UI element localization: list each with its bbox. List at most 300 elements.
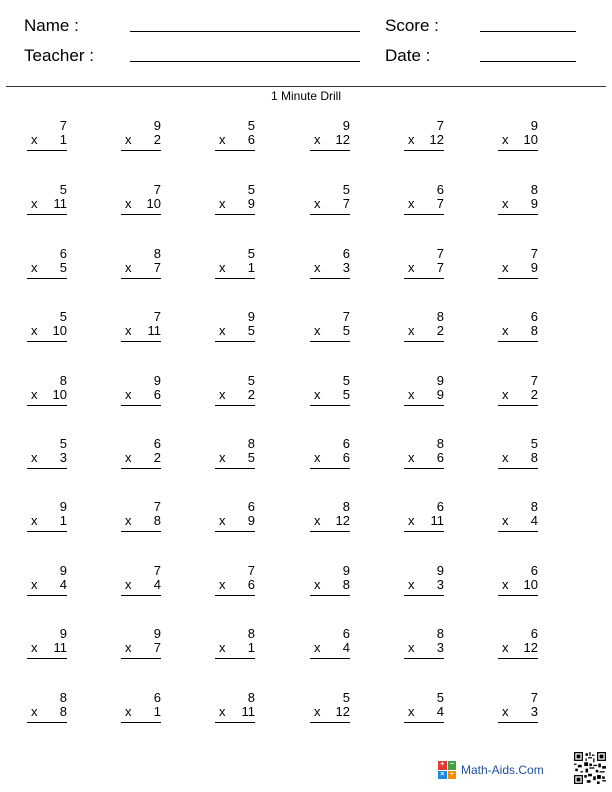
multiplicand: 8	[247, 436, 255, 451]
answer-line[interactable]	[27, 405, 67, 406]
multiplier: 6	[342, 450, 350, 465]
multiplicand: 9	[153, 118, 161, 133]
times-sign: x	[408, 577, 415, 592]
times-sign: x	[219, 640, 226, 655]
answer-line[interactable]	[27, 150, 67, 151]
times-sign: x	[502, 640, 509, 655]
multiplicand: 7	[59, 118, 67, 133]
multiplier: 3	[436, 577, 444, 592]
multiplicand: 7	[153, 499, 161, 514]
problem-r3-c3	[209, 247, 269, 287]
answer-line[interactable]	[121, 214, 161, 215]
multiplicand: 6	[153, 690, 161, 705]
times-sign: x	[314, 196, 321, 211]
problem-r2-c6	[492, 183, 552, 223]
multiplicand: 8	[530, 499, 538, 514]
multiplier: 1	[59, 513, 67, 528]
answer-line[interactable]	[27, 531, 67, 532]
multiplier: 8	[59, 704, 67, 719]
problem-r7-c3	[209, 500, 269, 540]
multiplicand: 5	[342, 373, 350, 388]
problem-r1-c3	[209, 119, 269, 159]
answer-line[interactable]	[404, 722, 444, 723]
problem-r2-c4	[304, 183, 364, 223]
multiplier: 11	[241, 704, 255, 719]
answer-line[interactable]	[404, 214, 444, 215]
multiplicand: 8	[153, 246, 161, 261]
times-sign: x	[31, 704, 38, 719]
times-sign: x	[314, 704, 321, 719]
answer-line[interactable]	[498, 405, 538, 406]
times-sign: x	[408, 450, 415, 465]
multiplicand: 7	[247, 563, 255, 578]
times-sign: x	[125, 387, 132, 402]
answer-line[interactable]	[498, 278, 538, 279]
multiplier: 3	[436, 640, 444, 655]
multiplier: 9	[247, 513, 255, 528]
multiplicand: 5	[247, 182, 255, 197]
problem-r2-c3	[209, 183, 269, 223]
multiplier: 2	[530, 387, 538, 402]
times-sign: x	[314, 323, 321, 338]
answer-line[interactable]	[310, 531, 350, 532]
multiplier: 7	[436, 260, 444, 275]
multiplicand: 8	[436, 436, 444, 451]
multiplicand: 6	[530, 626, 538, 641]
times-sign: x	[408, 260, 415, 275]
multiplier: 6	[153, 387, 161, 402]
multiplier: 9	[247, 196, 255, 211]
multiplier: 7	[153, 640, 161, 655]
problem-r3-c4	[304, 247, 364, 287]
multiplier: 10	[523, 132, 538, 147]
times-sign: x	[314, 260, 321, 275]
multiplier: 6	[247, 577, 255, 592]
teacher-field[interactable]	[130, 61, 360, 62]
times-sign: x	[408, 387, 415, 402]
multiplicand: 5	[247, 118, 255, 133]
answer-line[interactable]	[310, 278, 350, 279]
problem-r3-c5	[398, 247, 458, 287]
answer-line[interactable]	[310, 214, 350, 215]
multiplicand: 6	[530, 563, 538, 578]
multiplicand: 9	[59, 499, 67, 514]
times-sign: x	[502, 260, 509, 275]
answer-line[interactable]	[215, 595, 255, 596]
multiplier: 1	[247, 260, 255, 275]
problem-r5-c3	[209, 374, 269, 414]
answer-line[interactable]	[121, 150, 161, 151]
problem-r4-c3	[209, 310, 269, 350]
multiplicand: 9	[342, 118, 350, 133]
problem-r8-c2	[115, 564, 175, 604]
multiplicand: 7	[153, 309, 161, 324]
icon-quadrant: +	[438, 761, 447, 770]
multiplier: 8	[530, 323, 538, 338]
answer-line[interactable]	[121, 722, 161, 723]
answer-line[interactable]	[215, 658, 255, 659]
brand-text: Math-Aids.Com	[461, 763, 544, 777]
times-sign: x	[31, 387, 38, 402]
answer-line[interactable]	[215, 214, 255, 215]
multiplicand: 7	[530, 690, 538, 705]
multiplier: 5	[59, 260, 67, 275]
times-sign: x	[31, 640, 38, 655]
problem-r10-c6	[492, 691, 552, 731]
problem-r9-c1	[21, 627, 81, 667]
problem-r4-c2	[115, 310, 175, 350]
multiplier: 5	[247, 450, 255, 465]
problem-r7-c2	[115, 500, 175, 540]
answer-line[interactable]	[404, 531, 444, 532]
multiplicand: 8	[436, 309, 444, 324]
problem-r6-c6	[492, 437, 552, 477]
problem-r5-c1	[21, 374, 81, 414]
worksheet-header	[0, 0, 612, 90]
multiplicand: 8	[342, 499, 350, 514]
problem-r7-c5	[398, 500, 458, 540]
problem-r1-c5	[398, 119, 458, 159]
answer-line[interactable]	[121, 595, 161, 596]
multiplier: 11	[53, 196, 67, 211]
answer-line[interactable]	[27, 214, 67, 215]
answer-line[interactable]	[310, 658, 350, 659]
times-sign: x	[31, 132, 38, 147]
qr-code-icon	[574, 752, 606, 784]
multiplier: 5	[342, 323, 350, 338]
times-sign: x	[31, 577, 38, 592]
times-sign: x	[408, 323, 415, 338]
problem-r7-c4	[304, 500, 364, 540]
multiplier: 5	[342, 387, 350, 402]
times-sign: x	[219, 513, 226, 528]
multiplicand: 9	[342, 563, 350, 578]
answer-line[interactable]	[498, 341, 538, 342]
answer-line[interactable]	[498, 722, 538, 723]
problem-r4-c5	[398, 310, 458, 350]
answer-line[interactable]	[27, 658, 67, 659]
answer-line[interactable]	[404, 341, 444, 342]
multiplier: 4	[342, 640, 350, 655]
times-sign: x	[31, 196, 38, 211]
multiplicand: 8	[59, 373, 67, 388]
multiplier: 8	[153, 513, 161, 528]
times-sign: x	[125, 704, 132, 719]
multiplier: 9	[530, 196, 538, 211]
problem-r9-c2	[115, 627, 175, 667]
times-sign: x	[219, 132, 226, 147]
times-sign: x	[314, 132, 321, 147]
problem-r2-c1	[21, 183, 81, 223]
times-sign: x	[125, 640, 132, 655]
multiplier: 1	[59, 132, 67, 147]
multiplier: 8	[342, 577, 350, 592]
icon-quadrant: −	[448, 761, 457, 770]
times-sign: x	[219, 577, 226, 592]
times-sign: x	[502, 577, 509, 592]
multiplier: 1	[153, 704, 161, 719]
multiplicand: 5	[342, 690, 350, 705]
problem-r8-c5	[398, 564, 458, 604]
multiplier: 10	[52, 387, 67, 402]
answer-line[interactable]	[498, 214, 538, 215]
multiplier: 3	[59, 450, 67, 465]
answer-line[interactable]	[121, 468, 161, 469]
multiplicand: 6	[247, 499, 255, 514]
times-sign: x	[125, 132, 132, 147]
answer-line[interactable]	[121, 405, 161, 406]
multiplicand: 5	[59, 182, 67, 197]
multiplier: 4	[59, 577, 67, 592]
times-sign: x	[502, 387, 509, 402]
multiplicand: 5	[530, 436, 538, 451]
answer-line[interactable]	[310, 468, 350, 469]
problem-r7-c1	[21, 500, 81, 540]
problem-r6-c2	[115, 437, 175, 477]
problem-r3-c2	[115, 247, 175, 287]
times-sign: x	[502, 513, 509, 528]
multiplicand: 7	[153, 182, 161, 197]
answer-line[interactable]	[498, 150, 538, 151]
problem-r2-c2	[115, 183, 175, 223]
worksheet-subtitle: 1 Minute Drill	[270, 89, 342, 103]
multiplicand: 6	[342, 436, 350, 451]
multiplicand: 8	[247, 626, 255, 641]
score-label: Score :	[385, 16, 439, 35]
multiplier: 8	[530, 450, 538, 465]
answer-line[interactable]	[27, 722, 67, 723]
times-sign: x	[219, 323, 226, 338]
multiplicand: 5	[342, 182, 350, 197]
score-field[interactable]	[480, 31, 576, 32]
times-sign: x	[314, 640, 321, 655]
multiplicand: 7	[342, 309, 350, 324]
times-sign: x	[219, 260, 226, 275]
answer-line[interactable]	[404, 468, 444, 469]
icon-quadrant: ÷	[448, 771, 457, 780]
answer-line[interactable]	[215, 341, 255, 342]
icon-quadrant: ×	[438, 771, 447, 780]
multiplier: 12	[335, 704, 350, 719]
name-field[interactable]	[130, 31, 360, 32]
multiplicand: 6	[59, 246, 67, 261]
problem-r5-c5	[398, 374, 458, 414]
multiplier: 7	[342, 196, 350, 211]
times-sign: x	[125, 196, 132, 211]
multiplier: 5	[247, 323, 255, 338]
times-sign: x	[408, 513, 415, 528]
problem-r1-c1	[21, 119, 81, 159]
problem-r1-c4	[304, 119, 364, 159]
multiplicand: 9	[153, 626, 161, 641]
multiplicand: 5	[59, 436, 67, 451]
problem-r8-c3	[209, 564, 269, 604]
problem-r8-c4	[304, 564, 364, 604]
problem-r9-c3	[209, 627, 269, 667]
multiplier: 3	[530, 704, 538, 719]
times-sign: x	[314, 577, 321, 592]
answer-line[interactable]	[498, 468, 538, 469]
answer-line[interactable]	[121, 341, 161, 342]
times-sign: x	[314, 513, 321, 528]
times-sign: x	[125, 323, 132, 338]
multiplier: 11	[430, 513, 444, 528]
multiplicand: 6	[342, 626, 350, 641]
times-sign: x	[219, 704, 226, 719]
problem-r6-c3	[209, 437, 269, 477]
answer-line[interactable]	[121, 531, 161, 532]
multiplicand: 7	[153, 563, 161, 578]
multiplier: 12	[335, 513, 350, 528]
times-sign: x	[408, 196, 415, 211]
multiplier: 6	[436, 450, 444, 465]
times-sign: x	[314, 450, 321, 465]
problem-r4-c6	[492, 310, 552, 350]
answer-line[interactable]	[498, 595, 538, 596]
problem-r9-c4	[304, 627, 364, 667]
times-sign: x	[125, 450, 132, 465]
times-sign: x	[219, 387, 226, 402]
answer-line[interactable]	[215, 722, 255, 723]
teacher-label: Teacher :	[24, 46, 94, 65]
multiplicand: 7	[530, 373, 538, 388]
name-label: Name :	[24, 16, 79, 35]
times-sign: x	[314, 387, 321, 402]
problem-r5-c6	[492, 374, 552, 414]
times-sign: x	[125, 577, 132, 592]
answer-line[interactable]	[121, 278, 161, 279]
problem-r10-c2	[115, 691, 175, 731]
date-label: Date :	[385, 46, 431, 65]
answer-line[interactable]	[215, 150, 255, 151]
problem-r1-c2	[115, 119, 175, 159]
times-sign: x	[125, 513, 132, 528]
multiplier: 2	[247, 387, 255, 402]
problem-r4-c4	[304, 310, 364, 350]
multiplier: 2	[153, 132, 161, 147]
problem-r10-c4	[304, 691, 364, 731]
answer-line[interactable]	[310, 595, 350, 596]
multiplicand: 9	[59, 626, 67, 641]
multiplier: 9	[436, 387, 444, 402]
answer-line[interactable]	[404, 595, 444, 596]
multiplicand: 8	[59, 690, 67, 705]
multiplier: 7	[153, 260, 161, 275]
answer-line[interactable]	[27, 341, 67, 342]
problem-r2-c5	[398, 183, 458, 223]
times-sign: x	[502, 196, 509, 211]
times-sign: x	[408, 132, 415, 147]
answer-line[interactable]	[498, 531, 538, 532]
multiplier: 4	[530, 513, 538, 528]
problem-r3-c6	[492, 247, 552, 287]
times-sign: x	[502, 132, 509, 147]
problem-r10-c1	[21, 691, 81, 731]
answer-line[interactable]	[498, 658, 538, 659]
answer-line[interactable]	[215, 468, 255, 469]
footer-brand	[438, 760, 544, 780]
multiplicand: 9	[247, 309, 255, 324]
problem-r10-c3	[209, 691, 269, 731]
multiplicand: 9	[436, 563, 444, 578]
answer-line[interactable]	[215, 405, 255, 406]
times-sign: x	[219, 450, 226, 465]
answer-line[interactable]	[404, 150, 444, 151]
multiplier: 7	[436, 196, 444, 211]
answer-line[interactable]	[215, 278, 255, 279]
answer-line[interactable]	[27, 595, 67, 596]
answer-line[interactable]	[310, 341, 350, 342]
problem-r9-c5	[398, 627, 458, 667]
times-sign: x	[219, 196, 226, 211]
multiplier: 11	[53, 640, 67, 655]
problem-r7-c6	[492, 500, 552, 540]
answer-line[interactable]	[310, 722, 350, 723]
math-symbols-icon	[438, 761, 456, 779]
multiplier: 1	[247, 640, 255, 655]
multiplicand: 7	[436, 118, 444, 133]
multiplier: 10	[52, 323, 67, 338]
multiplicand: 5	[247, 246, 255, 261]
date-field[interactable]	[480, 61, 576, 62]
times-sign: x	[502, 704, 509, 719]
multiplicand: 6	[530, 309, 538, 324]
multiplier: 9	[530, 260, 538, 275]
answer-line[interactable]	[404, 405, 444, 406]
answer-line[interactable]	[310, 150, 350, 151]
multiplicand: 6	[436, 182, 444, 197]
multiplier: 4	[436, 704, 444, 719]
answer-line[interactable]	[404, 278, 444, 279]
answer-line[interactable]	[27, 468, 67, 469]
times-sign: x	[408, 704, 415, 719]
header-divider	[6, 86, 606, 87]
problem-r5-c4	[304, 374, 364, 414]
times-sign: x	[31, 260, 38, 275]
times-sign: x	[125, 260, 132, 275]
multiplier: 12	[335, 132, 350, 147]
multiplicand: 8	[247, 690, 255, 705]
answer-line[interactable]	[121, 658, 161, 659]
problem-r5-c2	[115, 374, 175, 414]
multiplicand: 9	[153, 373, 161, 388]
multiplier: 12	[429, 132, 444, 147]
multiplicand: 5	[436, 690, 444, 705]
times-sign: x	[502, 450, 509, 465]
times-sign: x	[31, 513, 38, 528]
multiplicand: 6	[436, 499, 444, 514]
problem-r10-c5	[398, 691, 458, 731]
multiplicand: 5	[247, 373, 255, 388]
answer-line[interactable]	[27, 278, 67, 279]
multiplicand: 9	[530, 118, 538, 133]
answer-line[interactable]	[215, 531, 255, 532]
problem-r8-c6	[492, 564, 552, 604]
multiplicand: 6	[153, 436, 161, 451]
answer-line[interactable]	[310, 405, 350, 406]
answer-line[interactable]	[404, 658, 444, 659]
multiplier: 11	[147, 323, 161, 338]
multiplicand: 7	[530, 246, 538, 261]
problem-r6-c4	[304, 437, 364, 477]
multiplier: 2	[153, 450, 161, 465]
multiplier: 4	[153, 577, 161, 592]
times-sign: x	[408, 640, 415, 655]
multiplier: 12	[523, 640, 538, 655]
multiplier: 10	[146, 196, 161, 211]
multiplicand: 6	[342, 246, 350, 261]
multiplicand: 8	[530, 182, 538, 197]
